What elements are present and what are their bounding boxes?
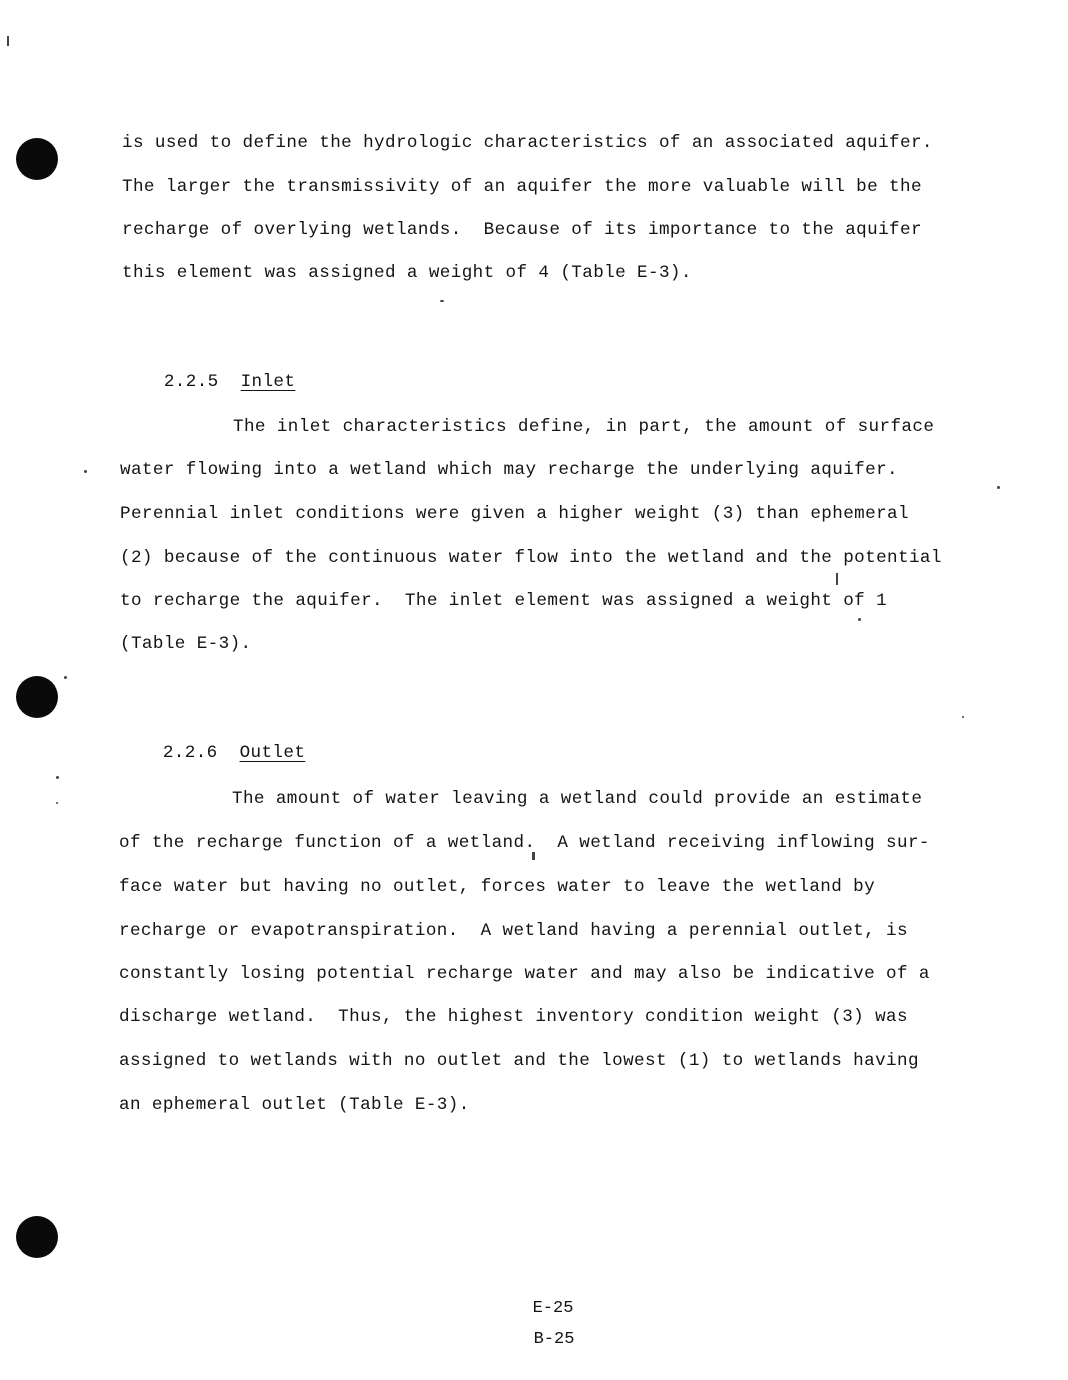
section-title: Outlet bbox=[239, 743, 306, 763]
section-heading-outlet bbox=[119, 720, 305, 786]
text-line: (Table E-3). bbox=[120, 634, 252, 654]
section-number: 2.2.5 bbox=[163, 372, 219, 392]
text-line: Perennial inlet conditions were given a higher weight (3) than ephemeral bbox=[120, 504, 909, 524]
scan-speck bbox=[64, 676, 67, 679]
text-line: to recharge the aquifer. The inlet element was assigned a weight of 1 bbox=[120, 591, 888, 611]
text-line: of the recharge function of a wetland. A wetland receiving inflowing sur- bbox=[119, 833, 930, 853]
secondary-page-number: B-25 bbox=[533, 1330, 575, 1349]
text-line: recharge or evapotranspiration. A wetland having a perennial outlet, is bbox=[119, 921, 908, 941]
scan-speck bbox=[962, 716, 964, 718]
text-line: constantly losing potential recharge water and may also be indicative of a bbox=[119, 964, 930, 984]
punch-hole-middle bbox=[16, 676, 58, 718]
text-line: recharge of overlying wetlands. Because of its importance to the aquifer bbox=[122, 220, 922, 240]
scan-speck bbox=[858, 618, 861, 621]
section-heading-inlet bbox=[120, 349, 295, 415]
scan-speck bbox=[997, 486, 1000, 489]
scan-speck bbox=[836, 573, 838, 585]
text-line: is used to define the hydrologic characteristics of an associated aquifer. bbox=[122, 133, 933, 153]
text-line: The amount of water leaving a wetland could provide an estimate bbox=[232, 789, 923, 809]
scan-speck bbox=[7, 36, 9, 46]
text-line: an ephemeral outlet (Table E-3). bbox=[119, 1095, 470, 1115]
scan-speck bbox=[56, 776, 59, 779]
scan-speck bbox=[56, 802, 58, 804]
punch-hole-bottom bbox=[16, 1216, 58, 1258]
text-line: face water but having no outlet, forces water to leave the wetland by bbox=[119, 877, 876, 897]
scan-speck bbox=[440, 300, 444, 302]
text-line: discharge wetland. Thus, the highest inventory condition weight (3) was bbox=[119, 1007, 908, 1027]
text-line: assigned to wetlands with no outlet and the lowest (1) to wetlands having bbox=[119, 1051, 919, 1071]
text-line: this element was assigned a weight of 4 (Table E-3). bbox=[122, 263, 692, 283]
page-number: E-25 bbox=[532, 1299, 574, 1318]
section-number: 2.2.6 bbox=[162, 743, 218, 763]
text-line: The larger the transmissivity of an aquifer the more valuable will be the bbox=[122, 177, 922, 197]
text-line: water flowing into a wetland which may recharge the underlying aquifer. bbox=[120, 460, 899, 480]
punch-hole-top bbox=[16, 138, 58, 180]
text-line: The inlet characteristics define, in part, the amount of surface bbox=[233, 417, 935, 437]
text-line: (2) because of the continuous water flow into the wetland and the potential bbox=[120, 548, 942, 568]
section-title: Inlet bbox=[240, 372, 296, 392]
scan-speck bbox=[84, 470, 87, 473]
